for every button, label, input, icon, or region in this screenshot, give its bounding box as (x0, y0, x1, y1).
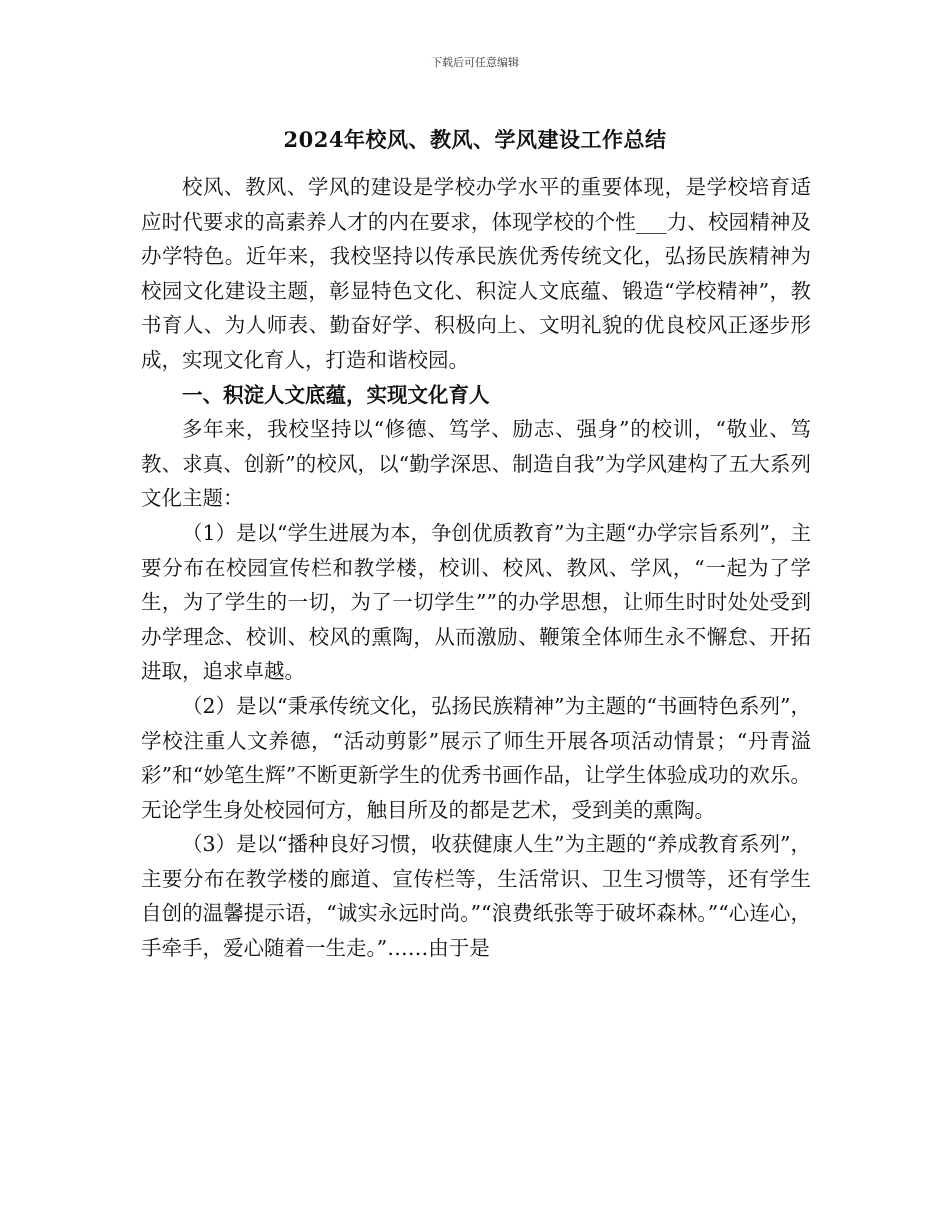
paragraph-intro: 校风、教风、学风的建设是学校办学水平的重要体现，是学校培育适应时代要求的高素养人才的内在要求，体现学校的个性___力、校园精神及办学特色。近年来，我校坚持以传承民族优秀传统文化，弘扬民族精神为校园文化建设主题，彰显特色文化、积淀人文底蕴、锻造“学校精神”，教书育人、为人师表、勤奋好学、积极向上、文明礼貌的优良校风正逐步形成，实现文化育人，打造和谐校园。 (141, 175, 811, 372)
section-heading: 一、积淀人文底蕴，实现文化育人 (182, 382, 490, 407)
paragraph-item-3: （3）是以“播种良好习惯，收获健康人生”为主题的“养成教育系列”，主要分布在教学楼的廊道、宣传栏等，生活常识、卫生习惯等，还有学生自创的温馨提示语，“诚实永远时尚。”“浪费纸张等于破坏森林。”“心连心，手牵手，爱心随着一生走。”……由于是 (141, 832, 811, 961)
header-note: 下载后可任意编辑 (431, 56, 519, 69)
page-title: 2024年校风、教风、学风建设工作总结 (283, 127, 667, 152)
paragraph-item-1: （1）是以“学生进展为本，争创优质教育”为主题“办学宗旨系列”，主要分布在校园宣传栏和教学楼，校训、校风、教风、学风，“一起为了学生，为了学生的一切，为了一切学生””的办学思想，让师生时时处处受到办学理念、校训、校风的熏陶，从而激励、鞭策全体师生永不懈怠、开拓进取，追求卓越。 (141, 520, 811, 684)
paragraph-overview: 多年来，我校坚持以“修德、笃学、励志、强身”的校训，“敬业、笃教、求真、创新”的校风，以“勤学深思、制造自我”为学风建构了五大系列文化主题： (141, 417, 811, 511)
document-body (141, 170, 811, 966)
paragraph-item-2: （2）是以“秉承传统文化，弘扬民族精神”为主题的“书画特色系列”，学校注重人文养德，“活动剪影”展示了师生开展各项活动情景；“丹青溢彩”和“妙笔生辉”不断更新学生的优秀书画作品，让学生体验成功的欢乐。无论学生身处校园何方，触目所及的都是艺术，受到美的熏陶。 (141, 693, 811, 822)
